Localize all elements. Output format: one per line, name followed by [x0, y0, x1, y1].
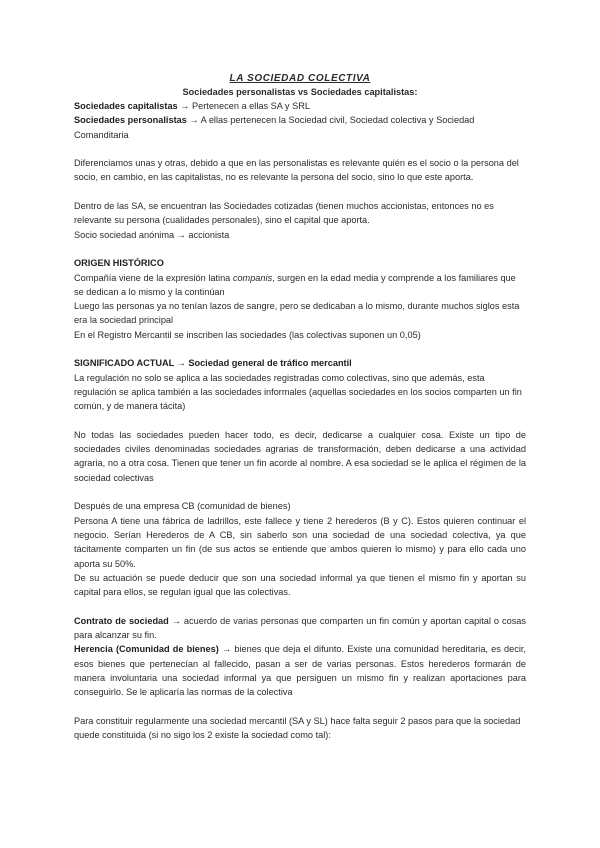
- capitalistas-text: → Pertenecen a ellas SA y SRL: [177, 101, 310, 111]
- contrato-label: Contrato de sociedad: [74, 615, 169, 626]
- paragraph-sa: Dentro de las SA, se encuentran las Sociedades cotizadas (tienen muchos accionistas, entonces no es relevante su persona (cualidades personales), sino el capital que aporta.: [74, 201, 494, 226]
- paragraph-diferencias: Diferenciamos unas y otras, debido a que en las personalistas es relevante quién es el socio o la persona del socio, en cambio, en las capitalistas, no es relevante la persona del socio, sino lo que este aporta.: [74, 158, 519, 183]
- personalistas-line: [74, 113, 526, 142]
- herencia-label: Herencia (Comunidad de bienes): [74, 644, 219, 655]
- document-subtitle: Sociedades personalistas vs Sociedades capitalistas:: [182, 87, 418, 97]
- origen-line-3: En el Registro Mercantil se inscriben las sociedades (las colectivas suponen un 0,05): [74, 329, 421, 340]
- origen-line-1-italic: companis: [232, 272, 273, 283]
- paragraph-socio-sa: Socio sociedad anónima → accionista: [74, 229, 230, 240]
- significado-paragraph-3a: Después de una empresa CB (comunidad de bienes): [74, 501, 291, 512]
- heading-origen: ORIGEN HISTÓRICO: [74, 258, 164, 269]
- personalistas-label: Sociedades personalistas: [74, 115, 187, 126]
- origen-line-1: [74, 271, 526, 300]
- origen-line-2: Luego las personas ya no tenían lazos de sangre, pero se dedicaban a lo mismo, durante muchos siglos esta era la sociedad principal: [74, 301, 520, 326]
- significado-paragraph-3b: Persona A tiene una fábrica de ladrillos, este fallece y tiene 2 herederos (B y C). Estos quieren continuar el negocio. Serían Herederos de A CB, sin saberlo son una sociedad de una sociedad colectiva, ya que tácitamente comparten un fin (de sus actos se entiende que ambos quieren lo mismo) y para ello cada uno aporta su 50%.: [74, 515, 526, 569]
- heading-significado: SIGNIFICADO ACTUAL → Sociedad general de tráfico mercantil: [74, 358, 352, 369]
- significado-paragraph-1: La regulación no solo se aplica a las sociedades registradas como colectivas, sino que además, esta regulación se aplica también a las sociedades informales (aquellas sociedades en los socios comparten un fin común, y de manera tácita): [74, 372, 522, 412]
- capitalistas-line: [74, 99, 526, 113]
- contrato-line: [74, 614, 526, 643]
- origen-line-1-b: , surgen en la edad media y comprende a los familiares que se dedican a lo mismo y la continúan: [74, 272, 516, 297]
- contrato-text: → acuerdo de varias personas que comparten un fin común y aportan capital o cosas para alcanzar su fin.: [74, 615, 526, 640]
- document-title: LA SOCIEDAD COLECTIVA: [229, 73, 371, 84]
- personalistas-text: → A ellas pertenecen la Sociedad civil, Sociedad colectiva y Sociedad Comanditaria: [74, 115, 475, 140]
- significado-paragraph-2: No todas las sociedades pueden hacer todo, es decir, dedicarse a cualquier cosa. Existe un tipo de sociedades civiles denominadas sociedades agrarias de transformación, deben dedicarse a una actividad agraria, no a otra cosa. Tienen que tener un fin acorde al nombre. A esa sociedad se le aplica el régimen de la sociedad colectivas: [74, 429, 526, 483]
- herencia-line: [74, 642, 526, 699]
- origen-line-1-a: Compañía viene de la expresión latina: [74, 272, 233, 283]
- significado-paragraph-3c: De su actuación se puede deducir que son una sociedad informal ya que tienen el mismo fin y aportan su capital para ellos, se regulan igual que las colectivas.: [74, 572, 526, 598]
- paragraph-final: Para constituir regularmente una sociedad mercantil (SA y SL) hace falta seguir 2 pasos para que la sociedad quede constituida (si no sigo los 2 existe la sociedad como tal):: [74, 715, 521, 741]
- capitalistas-label: Sociedades capitalistas: [74, 101, 178, 111]
- herencia-text: → bienes que deja el difunto. Existe una comunidad hereditaria, es decir, esos bienes que pertenecían al fallecido, pasan a ser de varias personas. Estos herederos formarán de manera involuntaria una sociedad informal ya que persiguen un mismo fin y realizan aportaciones para conseguirlo. Se le aplicaría las normas de la colectiva: [74, 644, 526, 698]
